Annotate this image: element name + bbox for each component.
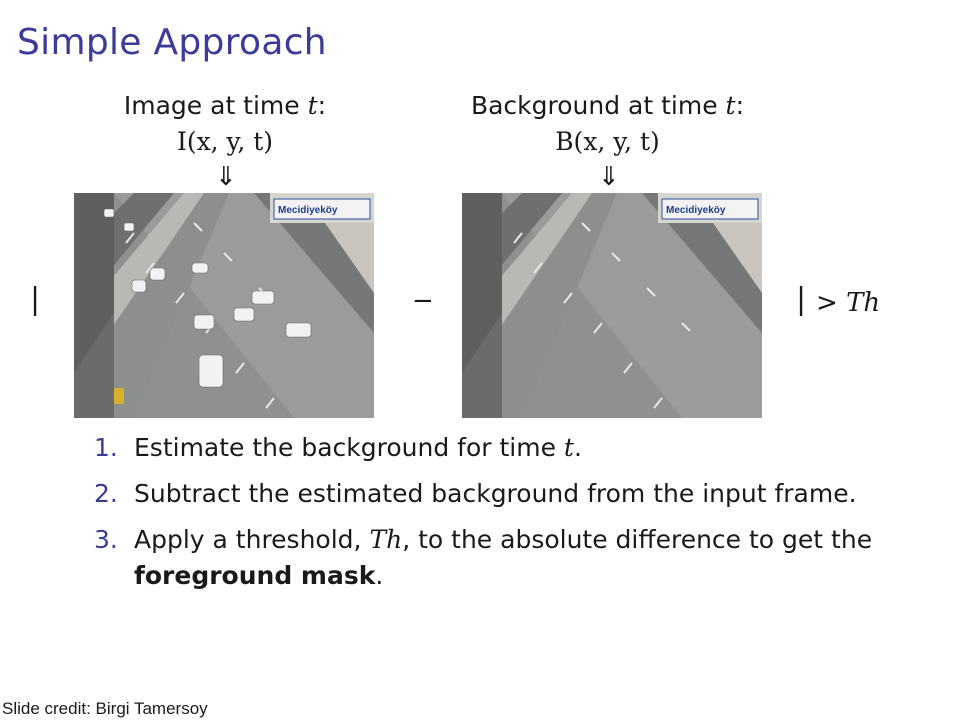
down-arrow-icon: ⇓: [215, 162, 237, 192]
image-caption: Image at time t: I(x, y, t): [100, 88, 350, 160]
list-item: 1. Estimate the background for time t.: [94, 433, 582, 462]
down-arrow-icon: ⇓: [598, 162, 620, 192]
minus-sign: −: [412, 286, 434, 316]
list-item: 2. Subtract the estimated background from the input frame.: [94, 479, 857, 508]
slide-title: Simple Approach: [17, 22, 327, 63]
threshold-expression: > Th: [816, 288, 881, 318]
steps-list: [94, 430, 914, 604]
background-caption: Background at time t: B(x, y, t): [450, 88, 765, 160]
abs-bar-open: |: [30, 282, 41, 317]
background-frame-image: [462, 193, 762, 418]
traffic-frame-image: [74, 193, 374, 418]
frame-logo: Mecidiyeköy: [666, 205, 726, 216]
abs-bar-close: |: [796, 282, 807, 317]
slide-credit: Slide credit: Birgi Tamersoy: [2, 699, 208, 718]
frame-logo: Mecidiyeköy: [278, 205, 338, 216]
image-function: I(x, y, t): [176, 127, 274, 156]
list-item: 3. Apply a threshold, Th, to the absolute difference to get the foreground mask.: [94, 525, 873, 590]
background-function: B(x, y, t): [555, 127, 660, 156]
